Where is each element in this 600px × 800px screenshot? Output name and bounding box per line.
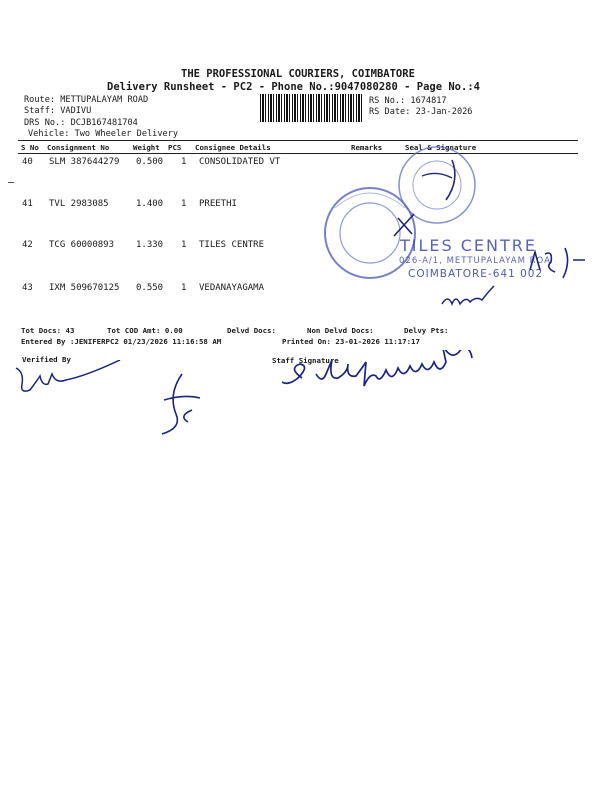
verified-by-label: Verified By bbox=[22, 355, 71, 364]
rs-date: RS Date: 23-Jan-2026 bbox=[369, 107, 473, 117]
col-header-consignee: Consignee Details bbox=[195, 143, 271, 152]
header-rule-bottom bbox=[18, 153, 578, 154]
row-consignment: TVL 2983085 bbox=[49, 199, 109, 209]
delivery-points: Delvy Pts: bbox=[404, 326, 449, 335]
non-delivered-docs: Non Delvd Docs: bbox=[307, 326, 374, 335]
handwritten-signature-row43 bbox=[440, 284, 500, 314]
col-header-sno: S No bbox=[21, 143, 39, 152]
delivered-docs: Delvd Docs: bbox=[227, 326, 276, 335]
printed-on: Printed On: 23-01-2026 11:17:17 bbox=[282, 337, 420, 346]
col-header-remarks: Remarks bbox=[351, 143, 383, 152]
row-weight: 1.330 bbox=[136, 240, 164, 250]
row-weight: 1.400 bbox=[136, 199, 164, 209]
row-pcs: 1 bbox=[181, 240, 187, 250]
row-consignment: IXM 509670125 bbox=[49, 283, 120, 293]
runsheet-title: Delivery Runsheet - PC2 - Phone No.:9047080280 - Page No.:4 bbox=[107, 81, 480, 93]
stray-dash-mark bbox=[8, 182, 14, 183]
initials-signature bbox=[152, 370, 212, 440]
handwritten-signature-row42 bbox=[525, 240, 595, 290]
row-sno: 42 bbox=[22, 240, 33, 250]
col-header-weight: Weight bbox=[133, 143, 160, 152]
col-header-pcs: PCS bbox=[168, 143, 182, 152]
drs-barcode bbox=[260, 94, 364, 122]
verified-by-signature bbox=[12, 360, 122, 400]
tot-cod-amount: Tot COD Amt: 0.00 bbox=[107, 326, 183, 335]
row-sno: 41 bbox=[22, 199, 33, 209]
tiles-centre-stamp-address: 026-A/1, METTUPALAYAM ROA bbox=[399, 256, 551, 266]
row-consignee: VEDANAYAGAMA bbox=[199, 283, 265, 293]
row-weight: 0.500 bbox=[136, 157, 164, 167]
row-pcs: 1 bbox=[181, 283, 187, 293]
rs-number: RS No.: 1674817 bbox=[369, 96, 447, 106]
route-label: Route: METTUPALAYAM ROAD bbox=[24, 95, 149, 105]
entered-by: Entered By :JENIFERPC2 01/23/2026 11:16:58 AM bbox=[21, 337, 222, 346]
tiles-centre-stamp-name: TILES CENTRE bbox=[400, 236, 538, 255]
col-header-consignment: Consignment No bbox=[47, 143, 110, 152]
row-pcs: 1 bbox=[181, 157, 187, 167]
tiles-centre-stamp-city: COIMBATORE-641 002 bbox=[408, 268, 544, 280]
row-sno: 43 bbox=[22, 283, 33, 293]
staff-signature-label: Staff Signature bbox=[272, 356, 339, 365]
row-consignee: CONSOLIDATED VT bbox=[199, 157, 281, 167]
staff-label: Staff: VADIVU bbox=[24, 106, 92, 116]
row-consignee: TILES CENTRE bbox=[199, 240, 265, 250]
staff-signature-scribble bbox=[282, 350, 552, 400]
tot-docs: Tot Docs: 43 bbox=[21, 326, 75, 335]
company-title: THE PROFESSIONAL COURIERS, COIMBATORE bbox=[181, 68, 415, 80]
row-pcs: 1 bbox=[181, 199, 187, 209]
row-consignment: TCG 60000893 bbox=[49, 240, 115, 250]
row-sno: 40 bbox=[22, 157, 33, 167]
vehicle-label: Vehicle: Two Wheeler Delivery bbox=[28, 129, 179, 139]
drs-number: DRS No.: DCJB167481704 bbox=[24, 118, 138, 128]
col-header-seal: Seal & Signature bbox=[405, 143, 477, 152]
row-weight: 0.550 bbox=[136, 283, 164, 293]
row-consignment: SLM 387644279 bbox=[49, 157, 120, 167]
handwritten-mark-row41 bbox=[390, 210, 420, 240]
header-rule-top bbox=[18, 140, 578, 141]
row-consignee: PREETHI bbox=[199, 199, 237, 209]
